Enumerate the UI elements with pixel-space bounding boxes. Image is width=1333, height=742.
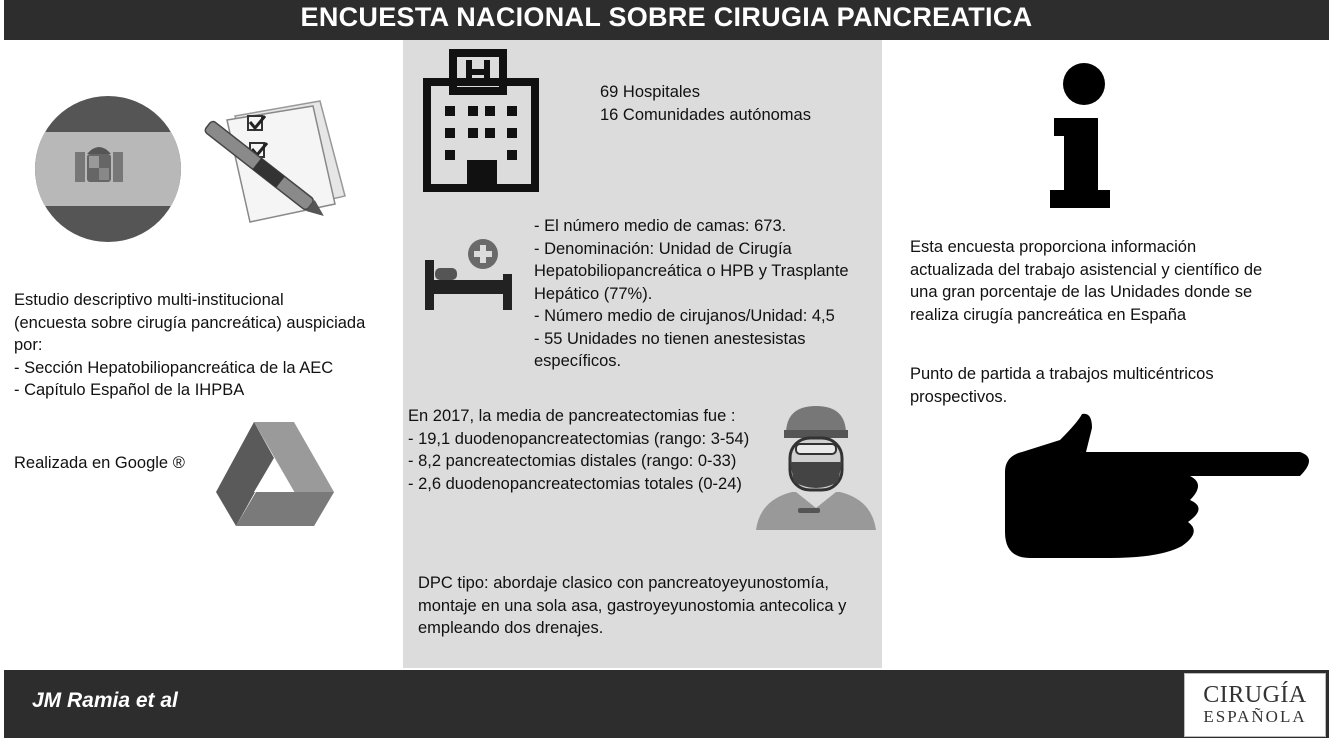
spain-flag-icon bbox=[33, 94, 183, 244]
logo-line1: CIRUGÍA bbox=[1203, 682, 1307, 708]
hospital-icon bbox=[423, 48, 543, 194]
details-line: Hepatobiliopancreática o HPB y Trasplante bbox=[534, 262, 849, 280]
logo-subline bbox=[1185, 726, 1325, 732]
google-drive-icon bbox=[216, 420, 336, 530]
details-line: - Número medio de cirujanos/Unidad: 4,5 bbox=[534, 307, 835, 325]
google-note: Realizada en Google ® bbox=[14, 454, 185, 472]
dpc-line: DPC tipo: abordaje clasico con pancreatoyeyunostomía, bbox=[418, 574, 829, 592]
dpc-line: empleando dos drenajes. bbox=[418, 619, 604, 637]
survey-info bbox=[910, 236, 1262, 326]
start-line: prospectivos. bbox=[910, 387, 1008, 406]
details-line: - Denominación: Unidad de Cirugía bbox=[534, 239, 792, 258]
dpc-line: montaje en una sola asa, gastroyeyunostomia antecolica y bbox=[418, 596, 847, 615]
description-line: Estudio descriptivo multi-institucional bbox=[14, 291, 284, 309]
info-line: actualizada del trabajo asistencial y científico de bbox=[910, 260, 1263, 279]
author-credit: JM Ramia et al bbox=[32, 689, 178, 712]
details-line: - El número medio de camas: 673. bbox=[534, 217, 787, 235]
info-line: realiza cirugía pancreática en España bbox=[910, 305, 1187, 324]
details-line: - 55 Unidades no tienen anestesistas bbox=[534, 329, 806, 348]
pancreatectomies-line: En 2017, la media de pancreatectomias fue : bbox=[408, 407, 736, 425]
hospital-bed-icon bbox=[423, 234, 515, 312]
study-description bbox=[14, 289, 365, 402]
page-title: ENCUESTA NACIONAL SOBRE CIRUGIA PANCREATICA bbox=[4, 0, 1329, 40]
info-line: una gran porcentaje de las Unidades donde se bbox=[910, 283, 1253, 301]
details-line: específicos. bbox=[534, 352, 622, 370]
description-line: - Capítulo Español de la IHPBA bbox=[14, 381, 245, 399]
regions-count: 16 Comunidades autónomas bbox=[600, 105, 811, 124]
journal-logo bbox=[1184, 673, 1326, 737]
surgeon-icon bbox=[752, 404, 880, 532]
hospitals-info bbox=[600, 81, 811, 126]
pancreatectomies-summary bbox=[408, 405, 749, 495]
hospital-details bbox=[534, 215, 849, 373]
pancreatectomies-line: - 2,6 duodenopancreatectomias totales (0-24) bbox=[408, 474, 742, 493]
start-line: Punto de partida a trabajos multicéntricos bbox=[910, 365, 1214, 383]
footer-bar bbox=[4, 670, 1329, 738]
description-line: - Sección Hepatobiliopancreática de la AEC bbox=[14, 358, 334, 377]
starting-point bbox=[910, 363, 1214, 408]
logo-line2: ESPAÑOLA bbox=[1203, 707, 1307, 726]
pancreatectomies-line: - 19,1 duodenopancreatectomias (rango: 3-54) bbox=[408, 429, 750, 448]
info-line: Esta encuesta proporciona información bbox=[910, 238, 1197, 256]
description-line: (encuesta sobre cirugía pancreática) auspiciada bbox=[14, 313, 366, 332]
pancreatectomies-line: - 8,2 pancreatectomias distales (rango: 0-33) bbox=[408, 452, 737, 470]
details-line: Hepático (77%). bbox=[534, 284, 653, 303]
hospitals-count: 69 Hospitales bbox=[600, 83, 700, 101]
checklist-icon bbox=[195, 96, 355, 236]
info-icon bbox=[1040, 62, 1124, 212]
description-line: por: bbox=[14, 336, 43, 354]
dpc-description bbox=[418, 572, 846, 640]
pointing-hand-icon bbox=[1000, 412, 1320, 562]
